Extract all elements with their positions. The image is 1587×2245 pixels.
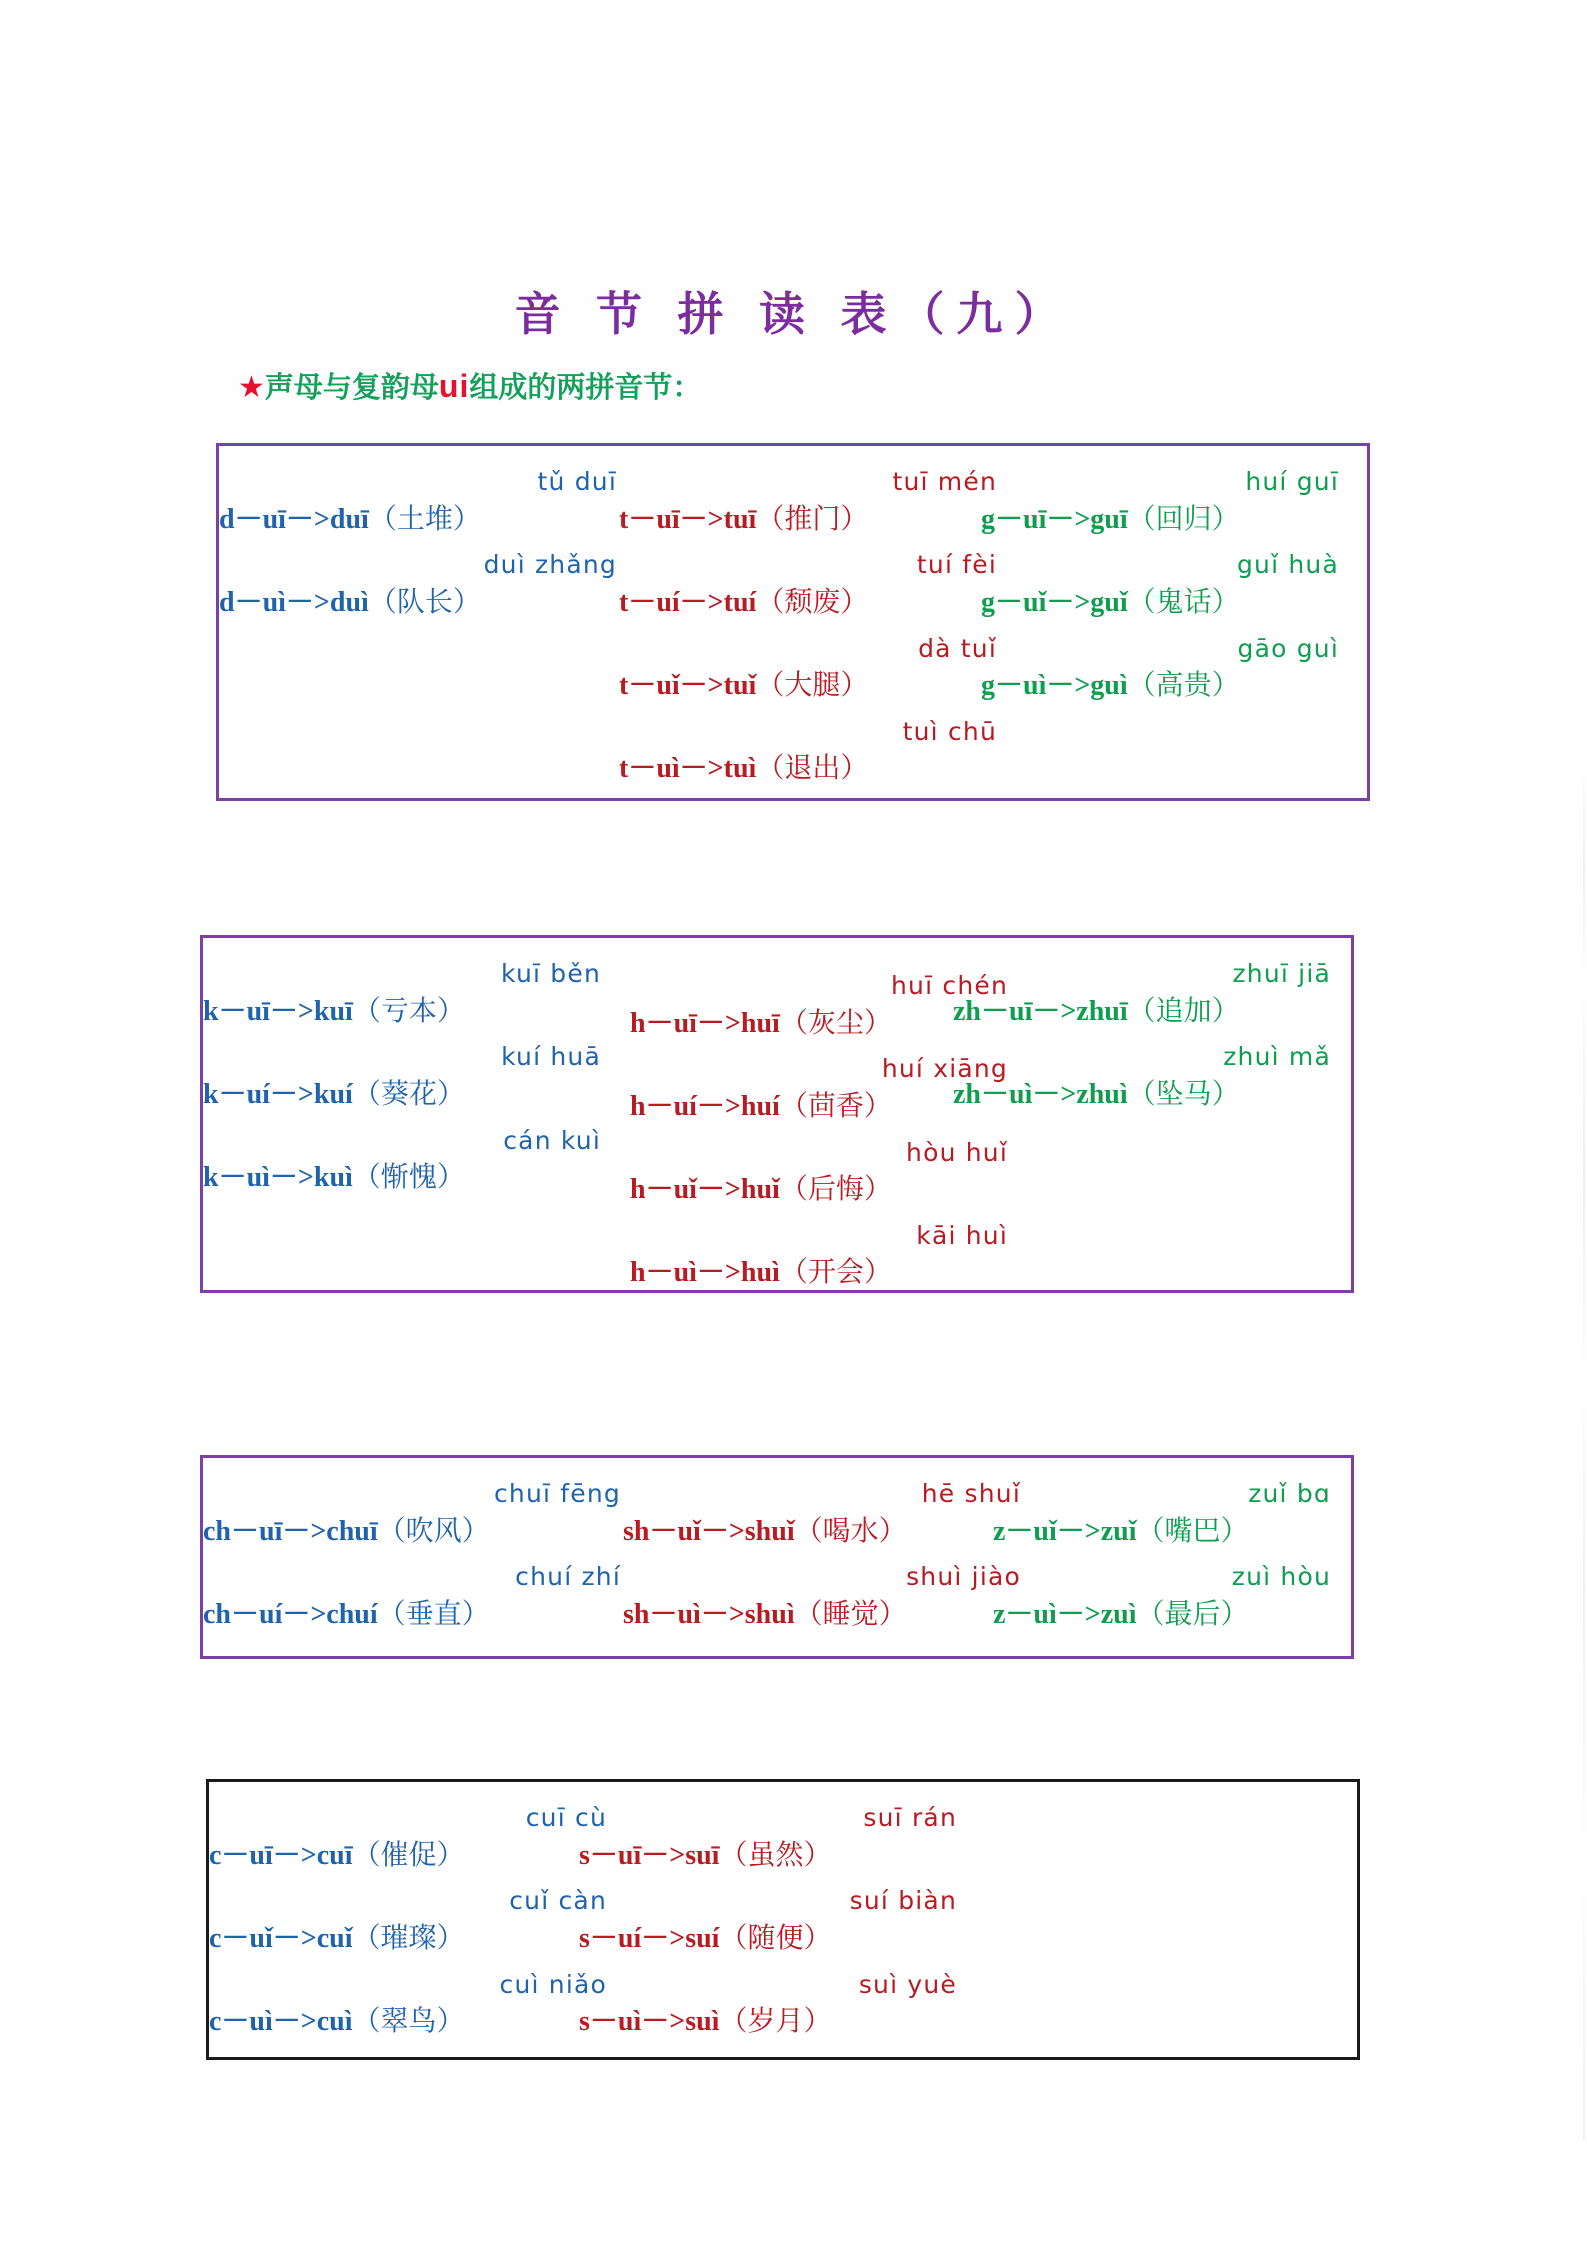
spelling-formula: sh－uì－>shuì（睡觉）	[623, 1598, 907, 1630]
meaning-gloss: （队长）	[368, 586, 481, 618]
subtitle-part-2: 组成的两拼音节：	[469, 372, 702, 404]
spelling-formula: h－uì－>huì（开会）	[630, 1257, 892, 1289]
syllable-entry	[619, 464, 1019, 539]
syllable-entry	[203, 956, 623, 1031]
syllable-entry	[203, 1559, 643, 1634]
spelling-formula: g－uī－>guī（回归）	[981, 503, 1240, 535]
syllable-column	[203, 956, 623, 1206]
spelling-formula: z－uì－>zuì（最后）	[993, 1598, 1249, 1630]
pinyin-word: gāo guì	[1237, 633, 1339, 663]
section-subtitle	[238, 370, 701, 403]
meaning-gloss: （退出）	[756, 753, 869, 785]
pinyin-word: chuí zhí	[515, 1562, 621, 1592]
syllable-entry	[219, 464, 639, 539]
spelling-formula: s－uī－>suī（虽然）	[579, 1839, 832, 1871]
meaning-gloss: （鬼话）	[1127, 586, 1240, 618]
pinyin-word: duì zhǎng	[483, 550, 617, 580]
pinyin-word: suī rán	[863, 1803, 957, 1832]
syllable-column	[203, 1476, 643, 1643]
pinyin-word: shuì jiào	[906, 1562, 1021, 1592]
spelling-formula: g－uǐ－>guǐ（鬼话）	[981, 586, 1240, 618]
meaning-gloss: （催促）	[352, 1839, 465, 1871]
pinyin-word: tuì chū	[902, 716, 997, 746]
spelling-formula: k－uī－>kuī（亏本）	[203, 995, 465, 1027]
pinyin-word: suí biàn	[849, 1886, 957, 1916]
meaning-gloss: （虽然）	[719, 1839, 832, 1871]
spelling-formula: zh－uì－>zhuì（坠马）	[953, 1078, 1240, 1110]
spelling-formula: c－uì－>cuì（翠鸟）	[209, 2006, 465, 2037]
meaning-gloss: （后悔）	[779, 1174, 892, 1205]
syllable-entry	[981, 464, 1361, 539]
spelling-formula: k－uì－>kuì（惭愧）	[203, 1162, 465, 1193]
subtitle-highlight-ui: ui	[438, 368, 470, 404]
subtitle-part-1: 声母与复韵母	[264, 372, 439, 404]
syllable-entry	[953, 1039, 1353, 1114]
spelling-formula: sh－uǐ－>shuǐ（喝水）	[623, 1515, 907, 1547]
pinyin-word: kāi huì	[916, 1220, 1008, 1250]
syllable-column	[619, 464, 1019, 797]
pinyin-word: kuī běn	[501, 959, 601, 988]
pinyin-word: tuī mén	[892, 467, 997, 496]
syllable-entry	[579, 1967, 979, 2042]
pinyin-word: guǐ huà	[1236, 550, 1339, 580]
pinyin-word: cuǐ càn	[509, 1886, 607, 1916]
meaning-gloss: （翠鸟）	[352, 2006, 465, 2037]
meaning-gloss: （亏本）	[352, 995, 465, 1027]
syllable-entry	[981, 631, 1361, 706]
syllable-column	[993, 1476, 1353, 1643]
spelling-formula: h－uí－>huí（茴香）	[630, 1090, 892, 1122]
pinyin-word: hòu huǐ	[906, 1137, 1008, 1167]
page-title: 音 节 拼 读 表（九）	[514, 289, 1073, 340]
syllable-entry	[981, 547, 1361, 622]
pinyin-word: hē shuǐ	[921, 1479, 1021, 1508]
spelling-formula: d－uì－>duì（队长）	[219, 586, 481, 618]
meaning-gloss: （茴香）	[779, 1090, 892, 1122]
spelling-formula: h－uī－>huī（灰尘）	[630, 1007, 892, 1039]
pinyin-word: huí guī	[1245, 467, 1339, 496]
meaning-gloss: （坠马）	[1127, 1078, 1240, 1110]
spelling-formula: t－uì－>tuì（退出）	[619, 753, 869, 785]
spelling-formula: h－uǐ－>huǐ（后悔）	[630, 1174, 892, 1205]
spelling-formula: t－uǐ－>tuǐ（大腿）	[619, 670, 869, 701]
syllable-column	[579, 1800, 979, 2050]
spelling-formula: c－uǐ－>cuǐ（璀璨）	[209, 1922, 465, 1954]
pinyin-word: kuí huā	[501, 1042, 601, 1072]
spelling-formula: s－uí－>suí（随便）	[579, 1922, 832, 1954]
pinyin-word: huī chén	[891, 971, 1008, 1000]
syllable-entry	[209, 1800, 629, 1875]
meaning-gloss: （葵花）	[352, 1078, 465, 1110]
pinyin-word: zhuì mǎ	[1223, 1042, 1331, 1072]
pinyin-word: dà tuǐ	[918, 633, 997, 663]
syllable-entry	[203, 1123, 623, 1198]
spelling-formula: ch－uī－>chuī（吹风）	[203, 1515, 490, 1547]
spelling-formula: s－uì－>suì（岁月）	[579, 2006, 832, 2037]
syllable-entry	[619, 714, 1019, 789]
spelling-formula: ch－uí－>chuí（垂直）	[203, 1598, 490, 1630]
meaning-gloss: （开会）	[779, 1257, 892, 1289]
syllable-entry	[623, 1559, 1043, 1634]
syllable-column	[981, 464, 1361, 714]
pinyin-word: tǔ duī	[537, 467, 617, 496]
syllable-entry	[579, 1800, 979, 1875]
meaning-gloss: （吹风）	[377, 1515, 490, 1547]
spelling-formula: g－uì－>guì（高贵）	[981, 670, 1240, 701]
meaning-gloss: （嘴巴）	[1136, 1515, 1249, 1547]
pinyin-word: huí xiāng	[881, 1054, 1008, 1084]
syllable-box-4	[206, 1779, 1360, 2060]
syllable-entry	[619, 547, 1019, 622]
spelling-formula: d－uī－>duī（土堆）	[219, 503, 481, 535]
pinyin-word: suì yuè	[858, 1969, 957, 1999]
meaning-gloss: （随便）	[719, 1922, 832, 1954]
pinyin-word: zuǐ bɑ	[1248, 1479, 1331, 1508]
pinyin-word: cuī cù	[525, 1803, 607, 1832]
meaning-gloss: （土堆）	[368, 503, 481, 535]
syllable-entry	[630, 1135, 1030, 1210]
meaning-gloss: （垂直）	[377, 1598, 490, 1630]
syllable-box-3	[200, 1455, 1354, 1659]
syllable-entry	[219, 547, 639, 622]
spelling-formula: t－uī－>tuī（推门）	[619, 503, 869, 535]
syllable-entry	[993, 1559, 1353, 1634]
meaning-gloss: （推门）	[756, 503, 869, 535]
syllable-entry	[623, 1476, 1043, 1551]
spelling-formula: k－uí－>kuí（葵花）	[203, 1078, 465, 1110]
syllable-entry	[630, 1218, 1030, 1293]
meaning-gloss: （回归）	[1127, 503, 1240, 535]
pinyin-word: chuī fēng	[493, 1479, 621, 1508]
spelling-formula: c－uī－>cuī（催促）	[209, 1839, 465, 1871]
meaning-gloss: （璀璨）	[352, 1922, 465, 1954]
syllable-box-1	[216, 443, 1370, 801]
meaning-gloss: （睡觉）	[794, 1598, 907, 1630]
spelling-formula: z－uǐ－>zuǐ（嘴巴）	[993, 1515, 1249, 1547]
syllable-entry	[993, 1476, 1353, 1551]
syllable-column	[623, 1476, 1043, 1643]
meaning-gloss: （颓废）	[756, 586, 869, 618]
syllable-entry	[203, 1476, 643, 1551]
meaning-gloss: （岁月）	[719, 2006, 832, 2037]
spelling-formula: zh－uī－>zhuī（追加）	[953, 995, 1240, 1027]
pinyin-word: zuì hòu	[1231, 1562, 1331, 1592]
pinyin-word: cuì niǎo	[499, 1969, 607, 1999]
meaning-gloss: （喝水）	[794, 1515, 907, 1547]
meaning-gloss: （灰尘）	[779, 1007, 892, 1039]
meaning-gloss: （最后）	[1136, 1598, 1249, 1630]
meaning-gloss: （大腿）	[756, 670, 869, 701]
star-icon: ★	[238, 371, 265, 404]
syllable-entry	[209, 1883, 629, 1958]
meaning-gloss: （高贵）	[1127, 670, 1240, 701]
syllable-column	[953, 956, 1353, 1123]
syllable-box-2	[200, 935, 1354, 1293]
syllable-entry	[579, 1883, 979, 1958]
syllable-column	[219, 464, 639, 631]
pinyin-word: zhuī jiā	[1232, 959, 1331, 988]
pinyin-word: tuí fèi	[916, 550, 997, 580]
syllable-entry	[619, 631, 1019, 706]
pinyin-word: cán kuì	[503, 1125, 601, 1155]
syllable-entry	[209, 1967, 629, 2042]
spelling-formula: t－uí－>tuí（颓废）	[619, 586, 869, 618]
meaning-gloss: （惭愧）	[352, 1162, 465, 1193]
scan-edge-artifact	[1583, 760, 1585, 2140]
syllable-entry	[203, 1039, 623, 1114]
meaning-gloss: （追加）	[1127, 995, 1240, 1027]
syllable-column	[209, 1800, 629, 2050]
syllable-entry	[953, 956, 1353, 1031]
